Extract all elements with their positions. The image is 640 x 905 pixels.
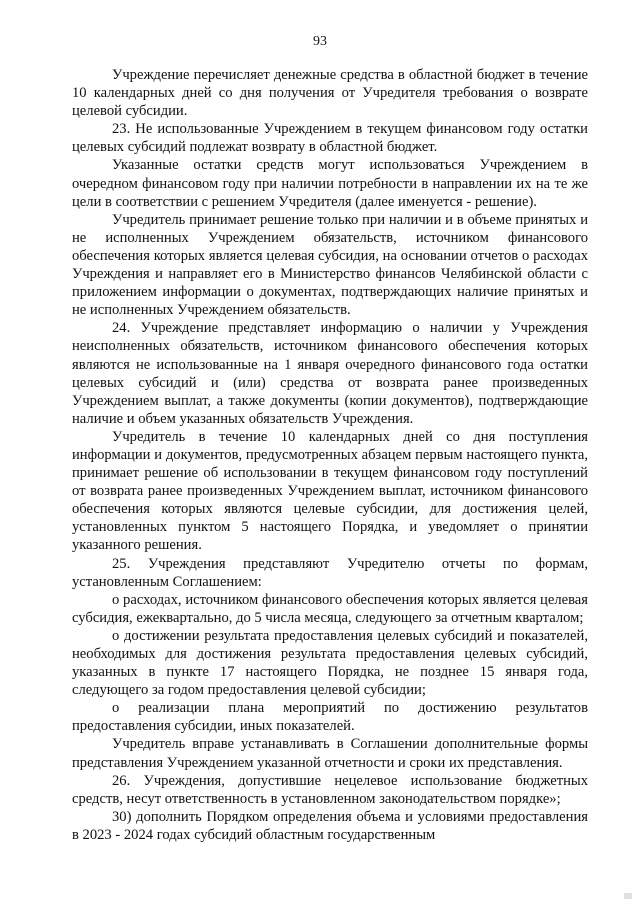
paragraph: Учредитель принимает решение только при наличии и в объеме принятых и не исполненных Учреждением обязательств, источником финансового обеспечения которых является целевая субсидия, на основании отчетов о расходах Учреждения и направляет его в Министерство финансов Челябинской области с приложением информации о документах, подтверждающих наличие принятых и не исполненных Учреждением обязательств.: [72, 211, 588, 319]
paragraph: о реализации плана мероприятий по достижению результатов предоставления субсидии, иных показателей.: [72, 700, 588, 735]
paragraph: Указанные остатки средств могут использоваться Учреждением в очередном финансовом году при наличии потребности в направлении их на те же цели в соответствии с решением Учредителя (далее именуется - решение).: [72, 157, 588, 210]
scan-artifact: [624, 893, 632, 899]
paragraph: 26. Учреждения, допустившие нецелевое использование бюджетных средств, несут ответственность в установленном законодательством порядке»;: [72, 772, 588, 807]
paragraph: 24. Учреждение представляет информацию о наличии у Учреждения неисполненных обязательств, источником финансового обеспечения которых являются не использованные на 1 января очередного финансового года остатки целевых субсидий и (или) средства от возврата ранее произведенных Учреждением выплат, а также документы (копии документов), подтверждающие наличие и объем указанных обязательств Учреждения.: [72, 320, 588, 427]
paragraph: Учредитель вправе устанавливать в Соглашении дополнительные формы представления Учреждением указанной отчетности и сроки их представления.: [72, 736, 588, 771]
paragraph: 23. Не использованные Учреждением в текущем финансовом году остатки целевых субсидий подлежат возврату в областной бюджет.: [72, 121, 588, 156]
paragraph: 25. Учреждения представляют Учредителю отчеты по формам, установленным Соглашением:: [72, 555, 588, 590]
paragraph: о расходах, источником финансового обеспечения которых является целевая субсидия, ежеквартально, до 5 числа месяца, следующего за отчетным кварталом;: [72, 591, 588, 626]
paragraph: о достижении результата предоставления целевых субсидий и показателей, необходимых для достижения результата предоставления целевых субсидий, указанных в пункте 17 настоящего Порядка, не позднее 15 января года, следующего за годом предоставления целевой субсидии;: [72, 627, 588, 699]
document-body: [72, 66, 588, 844]
paragraph: Учреждение перечисляет денежные средства в областной бюджет в течение 10 календарных дней со дня получения от Учредителя требования о возврате целевой субсидии.: [72, 67, 588, 120]
paragraph: 30) дополнить Порядком определения объема и условиями предоставления в 2023 - 2024 годах субсидий областным государственным: [72, 808, 588, 843]
page-number: 93: [313, 34, 327, 49]
paragraph: Учредитель в течение 10 календарных дней со дня поступления информации и документов, предусмотренных абзацем первым настоящего пункта, принимает решение об использовании в текущем финансовом году поступлений от возврата ранее произведенных Учреждением выплат, источником финансового обеспечения которых являются целевые субсидии, для достижения целей, установленных пунктом 5 настоящего Порядка, и уведомляет о принятии указанного решения.: [72, 428, 588, 554]
